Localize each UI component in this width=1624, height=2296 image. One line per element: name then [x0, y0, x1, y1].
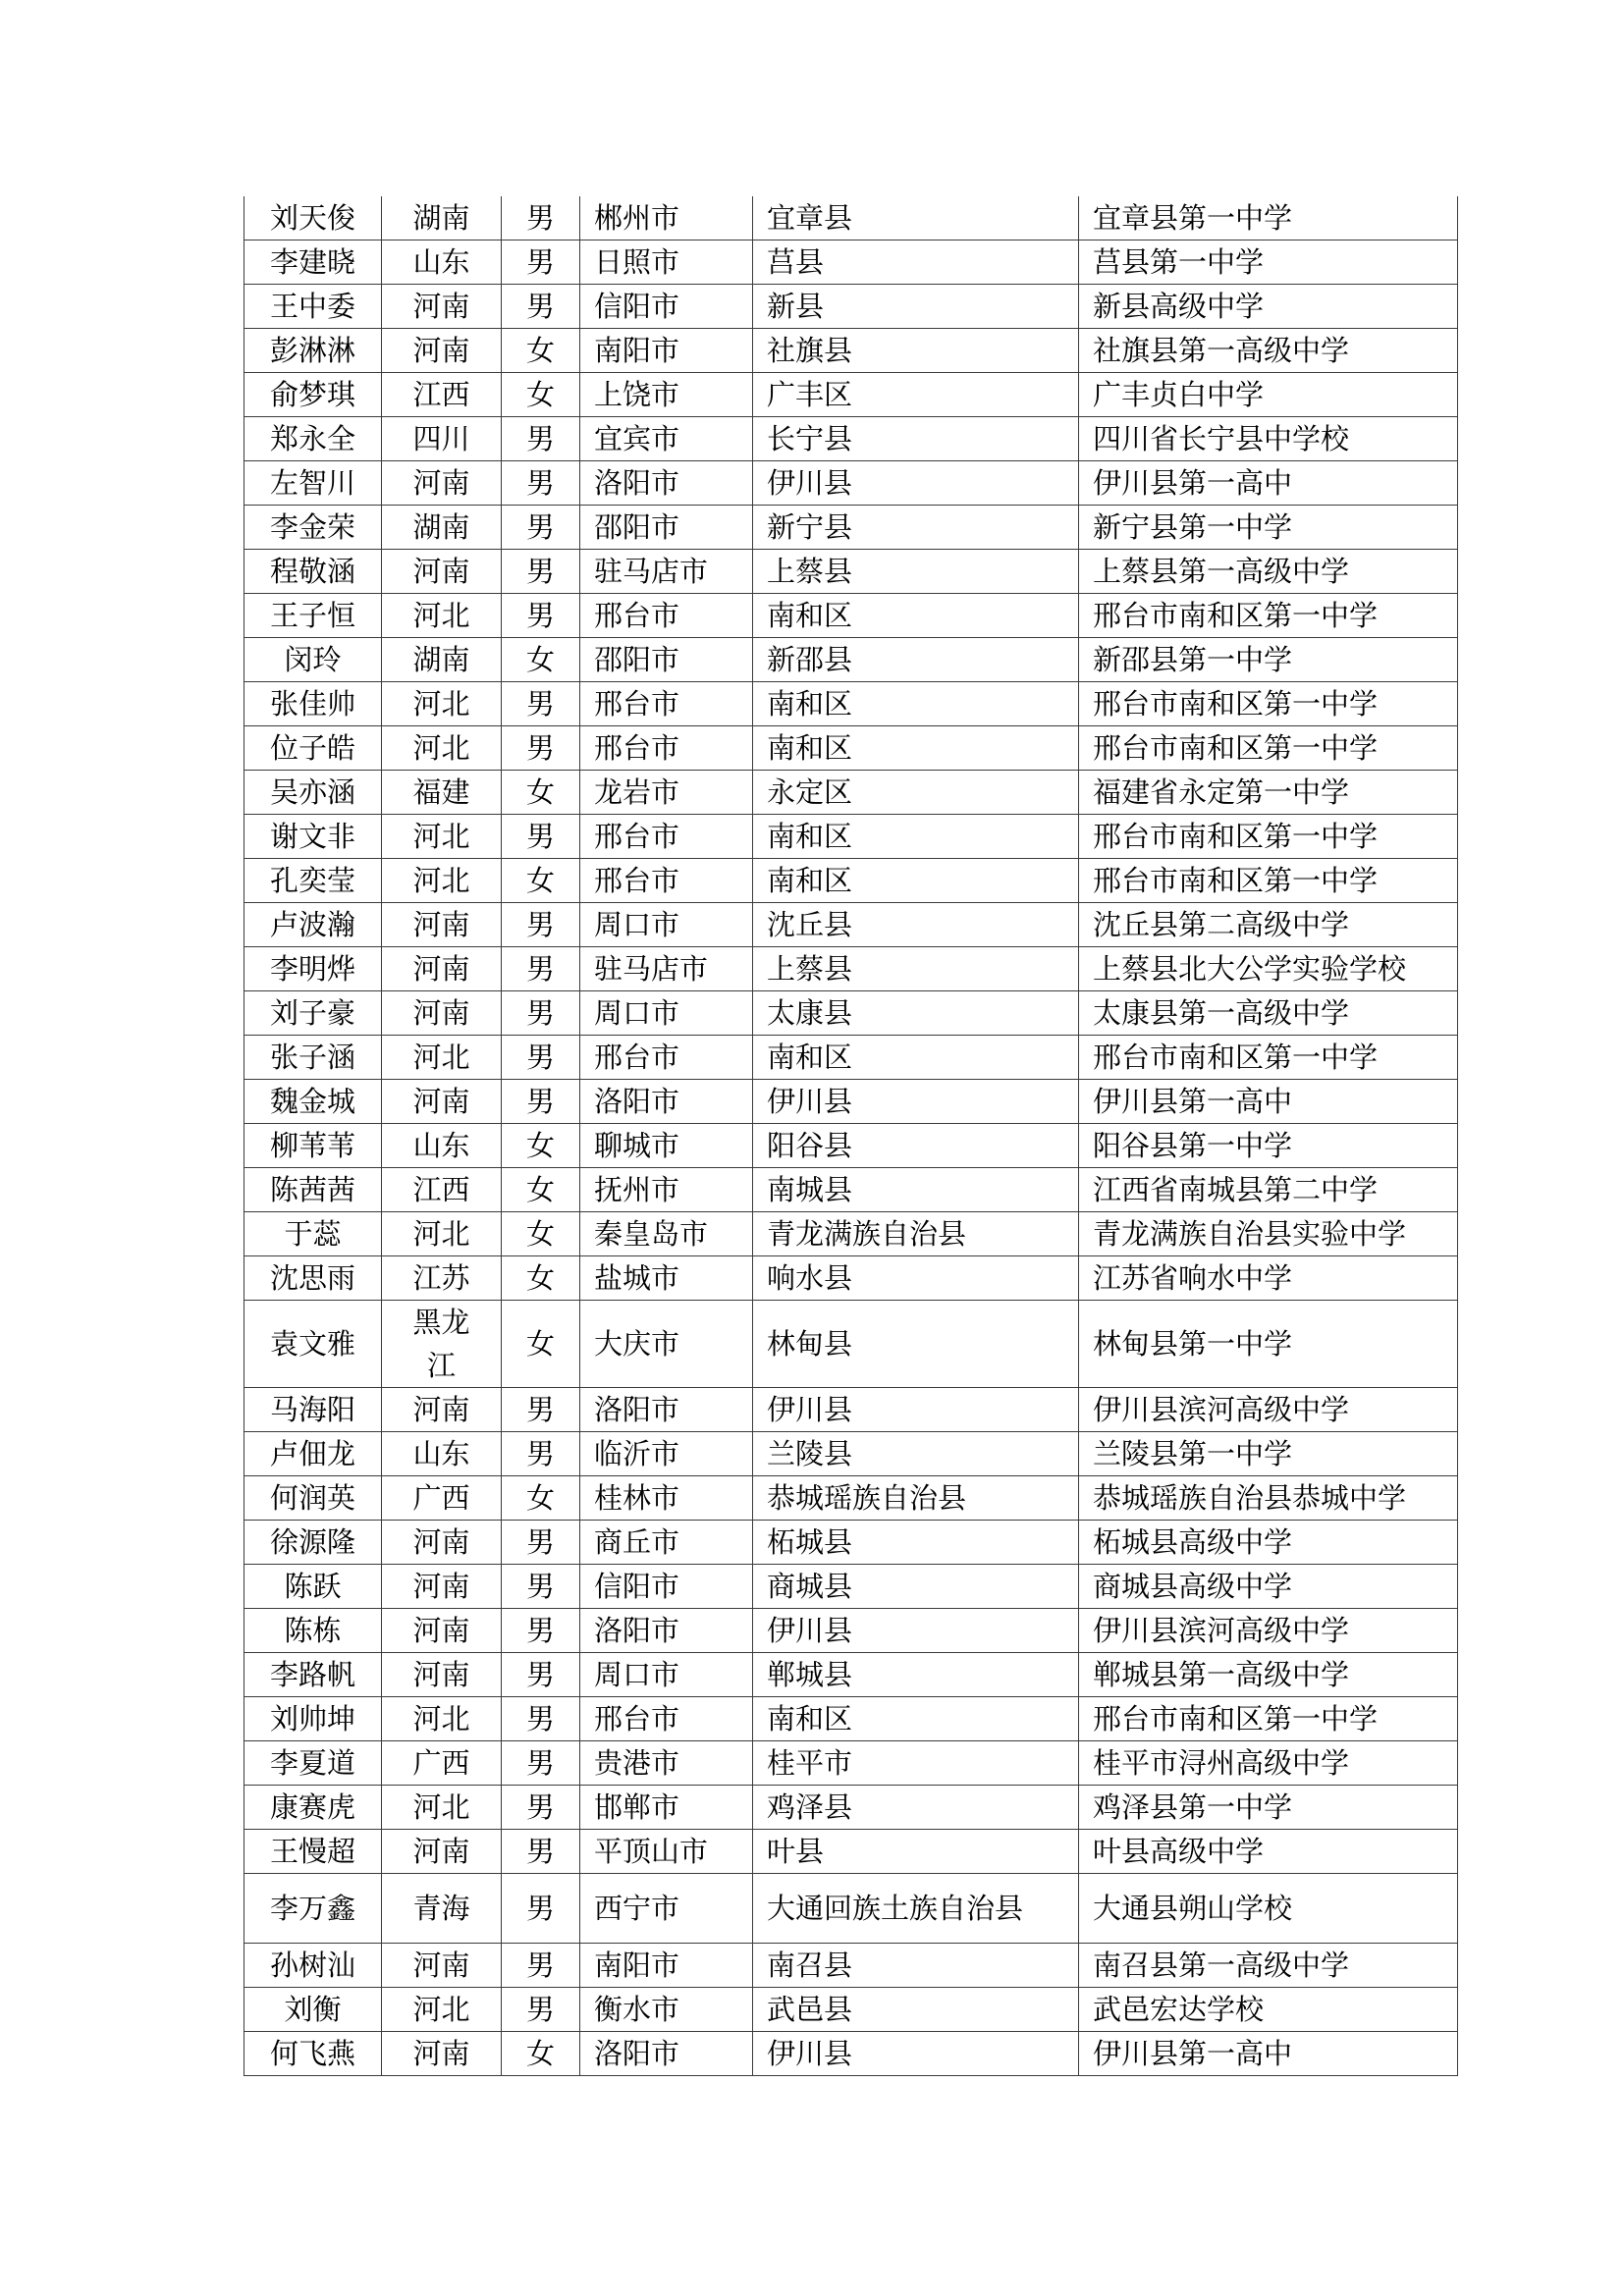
gender-cell: 男 — [502, 1609, 580, 1653]
province-cell: 河南 — [382, 1565, 502, 1609]
gender-cell: 男 — [502, 1565, 580, 1609]
province-cell: 江西 — [382, 1168, 502, 1212]
gender-cell: 男 — [502, 461, 580, 506]
county-cell: 南和区 — [753, 1036, 1079, 1080]
province-cell: 河北 — [382, 1036, 502, 1080]
city-cell: 大庆市 — [580, 1301, 753, 1388]
gender-cell: 女 — [502, 1124, 580, 1168]
student-name-cell: 王子恒 — [244, 594, 382, 638]
gender-cell: 男 — [502, 594, 580, 638]
student-name-cell: 陈跃 — [244, 1565, 382, 1609]
city-cell: 信阳市 — [580, 285, 753, 329]
province-cell: 河南 — [382, 991, 502, 1036]
gender-cell: 男 — [502, 1036, 580, 1080]
table-row — [244, 1301, 1458, 1388]
gender-cell: 男 — [502, 903, 580, 947]
gender-cell: 男 — [502, 1080, 580, 1124]
city-cell: 邢台市 — [580, 815, 753, 859]
city-cell: 洛阳市 — [580, 461, 753, 506]
province-cell: 河北 — [382, 1212, 502, 1256]
school-cell: 江西省南城县第二中学 — [1079, 1168, 1458, 1212]
province-cell: 江西 — [382, 373, 502, 417]
county-cell: 南和区 — [753, 682, 1079, 726]
gender-cell: 男 — [502, 550, 580, 594]
student-name-cell: 谢文非 — [244, 815, 382, 859]
city-cell: 周口市 — [580, 991, 753, 1036]
school-cell: 伊川县滨河高级中学 — [1079, 1609, 1458, 1653]
county-cell: 武邑县 — [753, 1988, 1079, 2032]
table-row — [244, 1874, 1458, 1944]
gender-cell: 女 — [502, 1301, 580, 1388]
city-cell: 洛阳市 — [580, 1388, 753, 1432]
student-name-cell: 刘天俊 — [244, 196, 382, 240]
school-cell: 新宁县第一中学 — [1079, 506, 1458, 550]
student-name-cell: 位子皓 — [244, 726, 382, 771]
student-name-cell: 李路帆 — [244, 1653, 382, 1697]
province-cell: 河南 — [382, 947, 502, 991]
gender-cell: 男 — [502, 1944, 580, 1988]
county-cell: 南和区 — [753, 726, 1079, 771]
county-cell: 南和区 — [753, 594, 1079, 638]
county-cell: 社旗县 — [753, 329, 1079, 373]
county-cell: 永定区 — [753, 771, 1079, 815]
county-cell: 新宁县 — [753, 506, 1079, 550]
city-cell: 聊城市 — [580, 1124, 753, 1168]
student-name-cell: 何润英 — [244, 1476, 382, 1521]
city-cell: 周口市 — [580, 1653, 753, 1697]
province-cell: 山东 — [382, 1124, 502, 1168]
gender-cell: 女 — [502, 1476, 580, 1521]
student-name-cell: 张佳帅 — [244, 682, 382, 726]
school-cell: 邢台市南和区第一中学 — [1079, 682, 1458, 726]
student-name-cell: 李万鑫 — [244, 1874, 382, 1944]
city-cell: 日照市 — [580, 240, 753, 285]
county-cell: 沈丘县 — [753, 903, 1079, 947]
city-cell: 郴州市 — [580, 196, 753, 240]
county-cell: 林甸县 — [753, 1301, 1079, 1388]
student-name-cell: 陈茜茜 — [244, 1168, 382, 1212]
county-cell: 伊川县 — [753, 1388, 1079, 1432]
school-cell: 新县高级中学 — [1079, 285, 1458, 329]
table-row — [244, 682, 1458, 726]
table-row — [244, 2032, 1458, 2076]
school-cell: 莒县第一中学 — [1079, 240, 1458, 285]
county-cell: 阳谷县 — [753, 1124, 1079, 1168]
county-cell: 南和区 — [753, 815, 1079, 859]
school-cell: 商城县高级中学 — [1079, 1565, 1458, 1609]
province-cell: 江苏 — [382, 1256, 502, 1301]
table-row — [244, 947, 1458, 991]
city-cell: 驻马店市 — [580, 550, 753, 594]
student-name-cell: 卢佃龙 — [244, 1432, 382, 1476]
county-cell: 青龙满族自治县 — [753, 1212, 1079, 1256]
student-name-cell: 俞梦琪 — [244, 373, 382, 417]
province-cell: 河南 — [382, 903, 502, 947]
table-row — [244, 991, 1458, 1036]
gender-cell: 男 — [502, 196, 580, 240]
province-cell: 湖南 — [382, 196, 502, 240]
school-cell: 伊川县第一高中 — [1079, 2032, 1458, 2076]
table-row — [244, 1741, 1458, 1786]
school-cell: 柘城县高级中学 — [1079, 1521, 1458, 1565]
gender-cell: 男 — [502, 506, 580, 550]
student-name-cell: 程敬涵 — [244, 550, 382, 594]
city-cell: 邢台市 — [580, 726, 753, 771]
province-cell: 河北 — [382, 1786, 502, 1830]
county-cell: 上蔡县 — [753, 947, 1079, 991]
city-cell: 龙岩市 — [580, 771, 753, 815]
city-cell: 邵阳市 — [580, 506, 753, 550]
gender-cell: 女 — [502, 1212, 580, 1256]
table-row — [244, 726, 1458, 771]
gender-cell: 女 — [502, 2032, 580, 2076]
city-cell: 邢台市 — [580, 1036, 753, 1080]
gender-cell: 女 — [502, 329, 580, 373]
gender-cell: 男 — [502, 1988, 580, 2032]
student-name-cell: 李建晓 — [244, 240, 382, 285]
school-cell: 阳谷县第一中学 — [1079, 1124, 1458, 1168]
school-cell: 沈丘县第二高级中学 — [1079, 903, 1458, 947]
county-cell: 新县 — [753, 285, 1079, 329]
city-cell: 商丘市 — [580, 1521, 753, 1565]
school-cell: 青龙满族自治县实验中学 — [1079, 1212, 1458, 1256]
city-cell: 邯郸市 — [580, 1786, 753, 1830]
county-cell: 南城县 — [753, 1168, 1079, 1212]
city-cell: 周口市 — [580, 903, 753, 947]
table-row — [244, 373, 1458, 417]
table-row — [244, 550, 1458, 594]
gender-cell: 男 — [502, 1432, 580, 1476]
table-row — [244, 1609, 1458, 1653]
table-row — [244, 1124, 1458, 1168]
student-roster-table — [244, 196, 1458, 2076]
province-cell: 河南 — [382, 1653, 502, 1697]
gender-cell: 女 — [502, 373, 580, 417]
student-name-cell: 吴亦涵 — [244, 771, 382, 815]
province-cell: 福建 — [382, 771, 502, 815]
gender-cell: 男 — [502, 1786, 580, 1830]
gender-cell: 女 — [502, 859, 580, 903]
city-cell: 抚州市 — [580, 1168, 753, 1212]
county-cell: 桂平市 — [753, 1741, 1079, 1786]
table-row — [244, 285, 1458, 329]
province-cell: 河南 — [382, 1521, 502, 1565]
student-name-cell: 刘衡 — [244, 1988, 382, 2032]
province-cell: 河南 — [382, 1944, 502, 1988]
table-row — [244, 1476, 1458, 1521]
student-name-cell: 李金荣 — [244, 506, 382, 550]
province-cell: 山东 — [382, 240, 502, 285]
county-cell: 南和区 — [753, 1697, 1079, 1741]
school-cell: 邢台市南和区第一中学 — [1079, 859, 1458, 903]
county-cell: 莒县 — [753, 240, 1079, 285]
gender-cell: 男 — [502, 1830, 580, 1874]
table-row — [244, 1653, 1458, 1697]
province-cell: 广西 — [382, 1476, 502, 1521]
student-name-cell: 沈思雨 — [244, 1256, 382, 1301]
table-row — [244, 1388, 1458, 1432]
school-cell: 四川省长宁县中学校 — [1079, 417, 1458, 461]
table-row — [244, 859, 1458, 903]
table-row — [244, 506, 1458, 550]
gender-cell: 男 — [502, 682, 580, 726]
province-cell: 黑龙 江 — [382, 1301, 502, 1388]
city-cell: 信阳市 — [580, 1565, 753, 1609]
school-cell: 南召县第一高级中学 — [1079, 1944, 1458, 1988]
table-row — [244, 1786, 1458, 1830]
school-cell: 林甸县第一中学 — [1079, 1301, 1458, 1388]
gender-cell: 男 — [502, 1388, 580, 1432]
school-cell: 宜章县第一中学 — [1079, 196, 1458, 240]
province-cell: 河北 — [382, 1988, 502, 2032]
table-row — [244, 1944, 1458, 1988]
county-cell: 恭城瑶族自治县 — [753, 1476, 1079, 1521]
school-cell: 新邵县第一中学 — [1079, 638, 1458, 682]
gender-cell: 男 — [502, 285, 580, 329]
province-cell: 河北 — [382, 1697, 502, 1741]
school-cell: 邢台市南和区第一中学 — [1079, 815, 1458, 859]
student-name-cell: 柳苇苇 — [244, 1124, 382, 1168]
student-name-cell: 何飞燕 — [244, 2032, 382, 2076]
city-cell: 南阳市 — [580, 329, 753, 373]
school-cell: 福建省永定第一中学 — [1079, 771, 1458, 815]
school-cell: 伊川县第一高中 — [1079, 1080, 1458, 1124]
gender-cell: 女 — [502, 1168, 580, 1212]
student-name-cell: 左智川 — [244, 461, 382, 506]
table-row — [244, 1988, 1458, 2032]
table-row — [244, 1212, 1458, 1256]
province-cell: 河南 — [382, 550, 502, 594]
table-row — [244, 638, 1458, 682]
city-cell: 邢台市 — [580, 859, 753, 903]
student-name-cell: 刘帅坤 — [244, 1697, 382, 1741]
student-name-cell: 卢波瀚 — [244, 903, 382, 947]
table-row — [244, 240, 1458, 285]
table-row — [244, 1256, 1458, 1301]
gender-cell: 男 — [502, 815, 580, 859]
school-cell: 伊川县滨河高级中学 — [1079, 1388, 1458, 1432]
county-cell: 广丰区 — [753, 373, 1079, 417]
gender-cell: 男 — [502, 1697, 580, 1741]
gender-cell: 男 — [502, 417, 580, 461]
school-cell: 上蔡县北大公学实验学校 — [1079, 947, 1458, 991]
school-cell: 鸡泽县第一中学 — [1079, 1786, 1458, 1830]
student-name-cell: 郑永全 — [244, 417, 382, 461]
city-cell: 衡水市 — [580, 1988, 753, 2032]
school-cell: 邢台市南和区第一中学 — [1079, 1697, 1458, 1741]
city-cell: 邢台市 — [580, 594, 753, 638]
student-name-cell: 张子涵 — [244, 1036, 382, 1080]
table-row — [244, 1080, 1458, 1124]
county-cell: 上蔡县 — [753, 550, 1079, 594]
table-row — [244, 196, 1458, 240]
gender-cell: 男 — [502, 240, 580, 285]
city-cell: 秦皇岛市 — [580, 1212, 753, 1256]
city-cell: 邵阳市 — [580, 638, 753, 682]
school-cell: 社旗县第一高级中学 — [1079, 329, 1458, 373]
table-row — [244, 1036, 1458, 1080]
city-cell: 盐城市 — [580, 1256, 753, 1301]
city-cell: 西宁市 — [580, 1874, 753, 1944]
school-cell: 大通县朔山学校 — [1079, 1874, 1458, 1944]
school-cell: 太康县第一高级中学 — [1079, 991, 1458, 1036]
county-cell: 太康县 — [753, 991, 1079, 1036]
table-row — [244, 1432, 1458, 1476]
table-row — [244, 1168, 1458, 1212]
school-cell: 伊川县第一高中 — [1079, 461, 1458, 506]
school-cell: 恭城瑶族自治县恭城中学 — [1079, 1476, 1458, 1521]
school-cell: 广丰贞白中学 — [1079, 373, 1458, 417]
gender-cell: 男 — [502, 1874, 580, 1944]
province-cell: 河南 — [382, 1609, 502, 1653]
student-name-cell: 袁文雅 — [244, 1301, 382, 1388]
table-row — [244, 594, 1458, 638]
school-cell: 江苏省响水中学 — [1079, 1256, 1458, 1301]
county-cell: 伊川县 — [753, 2032, 1079, 2076]
roster-body — [244, 196, 1458, 2076]
county-cell: 伊川县 — [753, 1080, 1079, 1124]
table-row — [244, 461, 1458, 506]
province-cell: 湖南 — [382, 638, 502, 682]
city-cell: 宜宾市 — [580, 417, 753, 461]
province-cell: 青海 — [382, 1874, 502, 1944]
province-cell: 河南 — [382, 2032, 502, 2076]
table-row — [244, 815, 1458, 859]
table-row — [244, 1697, 1458, 1741]
county-cell: 伊川县 — [753, 461, 1079, 506]
gender-cell: 男 — [502, 991, 580, 1036]
city-cell: 上饶市 — [580, 373, 753, 417]
table-row — [244, 1521, 1458, 1565]
student-name-cell: 马海阳 — [244, 1388, 382, 1432]
gender-cell: 男 — [502, 726, 580, 771]
student-name-cell: 孔奕莹 — [244, 859, 382, 903]
table-row — [244, 771, 1458, 815]
table-row — [244, 329, 1458, 373]
province-cell: 河南 — [382, 1080, 502, 1124]
table-row — [244, 903, 1458, 947]
city-cell: 平顶山市 — [580, 1830, 753, 1874]
province-cell: 四川 — [382, 417, 502, 461]
school-cell: 兰陵县第一中学 — [1079, 1432, 1458, 1476]
city-cell: 洛阳市 — [580, 1609, 753, 1653]
county-cell: 郸城县 — [753, 1653, 1079, 1697]
city-cell: 贵港市 — [580, 1741, 753, 1786]
province-cell: 河北 — [382, 594, 502, 638]
school-cell: 桂平市浔州高级中学 — [1079, 1741, 1458, 1786]
city-cell: 邢台市 — [580, 1697, 753, 1741]
province-cell: 河北 — [382, 726, 502, 771]
school-cell: 郸城县第一高级中学 — [1079, 1653, 1458, 1697]
student-name-cell: 康赛虎 — [244, 1786, 382, 1830]
province-cell: 河北 — [382, 859, 502, 903]
city-cell: 南阳市 — [580, 1944, 753, 1988]
province-cell: 湖南 — [382, 506, 502, 550]
gender-cell: 男 — [502, 947, 580, 991]
student-name-cell: 刘子豪 — [244, 991, 382, 1036]
school-cell: 邢台市南和区第一中学 — [1079, 594, 1458, 638]
school-cell: 叶县高级中学 — [1079, 1830, 1458, 1874]
student-name-cell: 彭淋淋 — [244, 329, 382, 373]
county-cell: 长宁县 — [753, 417, 1079, 461]
student-name-cell: 孙树汕 — [244, 1944, 382, 1988]
county-cell: 宜章县 — [753, 196, 1079, 240]
school-cell: 武邑宏达学校 — [1079, 1988, 1458, 2032]
school-cell: 邢台市南和区第一中学 — [1079, 726, 1458, 771]
gender-cell: 男 — [502, 1741, 580, 1786]
student-name-cell: 王慢超 — [244, 1830, 382, 1874]
city-cell: 洛阳市 — [580, 2032, 753, 2076]
province-cell: 广西 — [382, 1741, 502, 1786]
county-cell: 柘城县 — [753, 1521, 1079, 1565]
city-cell: 桂林市 — [580, 1476, 753, 1521]
city-cell: 洛阳市 — [580, 1080, 753, 1124]
province-cell: 河北 — [382, 682, 502, 726]
province-cell: 河南 — [382, 1830, 502, 1874]
province-cell: 河南 — [382, 1388, 502, 1432]
county-cell: 响水县 — [753, 1256, 1079, 1301]
student-name-cell: 魏金城 — [244, 1080, 382, 1124]
city-cell: 临沂市 — [580, 1432, 753, 1476]
gender-cell: 女 — [502, 771, 580, 815]
province-cell: 山东 — [382, 1432, 502, 1476]
table-row — [244, 417, 1458, 461]
gender-cell: 女 — [502, 638, 580, 682]
province-cell: 河南 — [382, 285, 502, 329]
gender-cell: 男 — [502, 1521, 580, 1565]
gender-cell: 男 — [502, 1653, 580, 1697]
county-cell: 叶县 — [753, 1830, 1079, 1874]
table-row — [244, 1565, 1458, 1609]
student-name-cell: 王中委 — [244, 285, 382, 329]
school-cell: 邢台市南和区第一中学 — [1079, 1036, 1458, 1080]
student-name-cell: 李夏道 — [244, 1741, 382, 1786]
table-row — [244, 1830, 1458, 1874]
county-cell: 兰陵县 — [753, 1432, 1079, 1476]
county-cell: 商城县 — [753, 1565, 1079, 1609]
county-cell: 南召县 — [753, 1944, 1079, 1988]
student-name-cell: 闵玲 — [244, 638, 382, 682]
gender-cell: 女 — [502, 1256, 580, 1301]
city-cell: 邢台市 — [580, 682, 753, 726]
province-cell: 河北 — [382, 815, 502, 859]
student-name-cell: 徐源隆 — [244, 1521, 382, 1565]
county-cell: 伊川县 — [753, 1609, 1079, 1653]
student-name-cell: 李明烨 — [244, 947, 382, 991]
province-cell: 河南 — [382, 461, 502, 506]
city-cell: 驻马店市 — [580, 947, 753, 991]
county-cell: 大通回族土族自治县 — [753, 1874, 1079, 1944]
student-name-cell: 于蕊 — [244, 1212, 382, 1256]
county-cell: 鸡泽县 — [753, 1786, 1079, 1830]
province-cell: 河南 — [382, 329, 502, 373]
county-cell: 南和区 — [753, 859, 1079, 903]
county-cell: 新邵县 — [753, 638, 1079, 682]
student-name-cell: 陈栋 — [244, 1609, 382, 1653]
school-cell: 上蔡县第一高级中学 — [1079, 550, 1458, 594]
